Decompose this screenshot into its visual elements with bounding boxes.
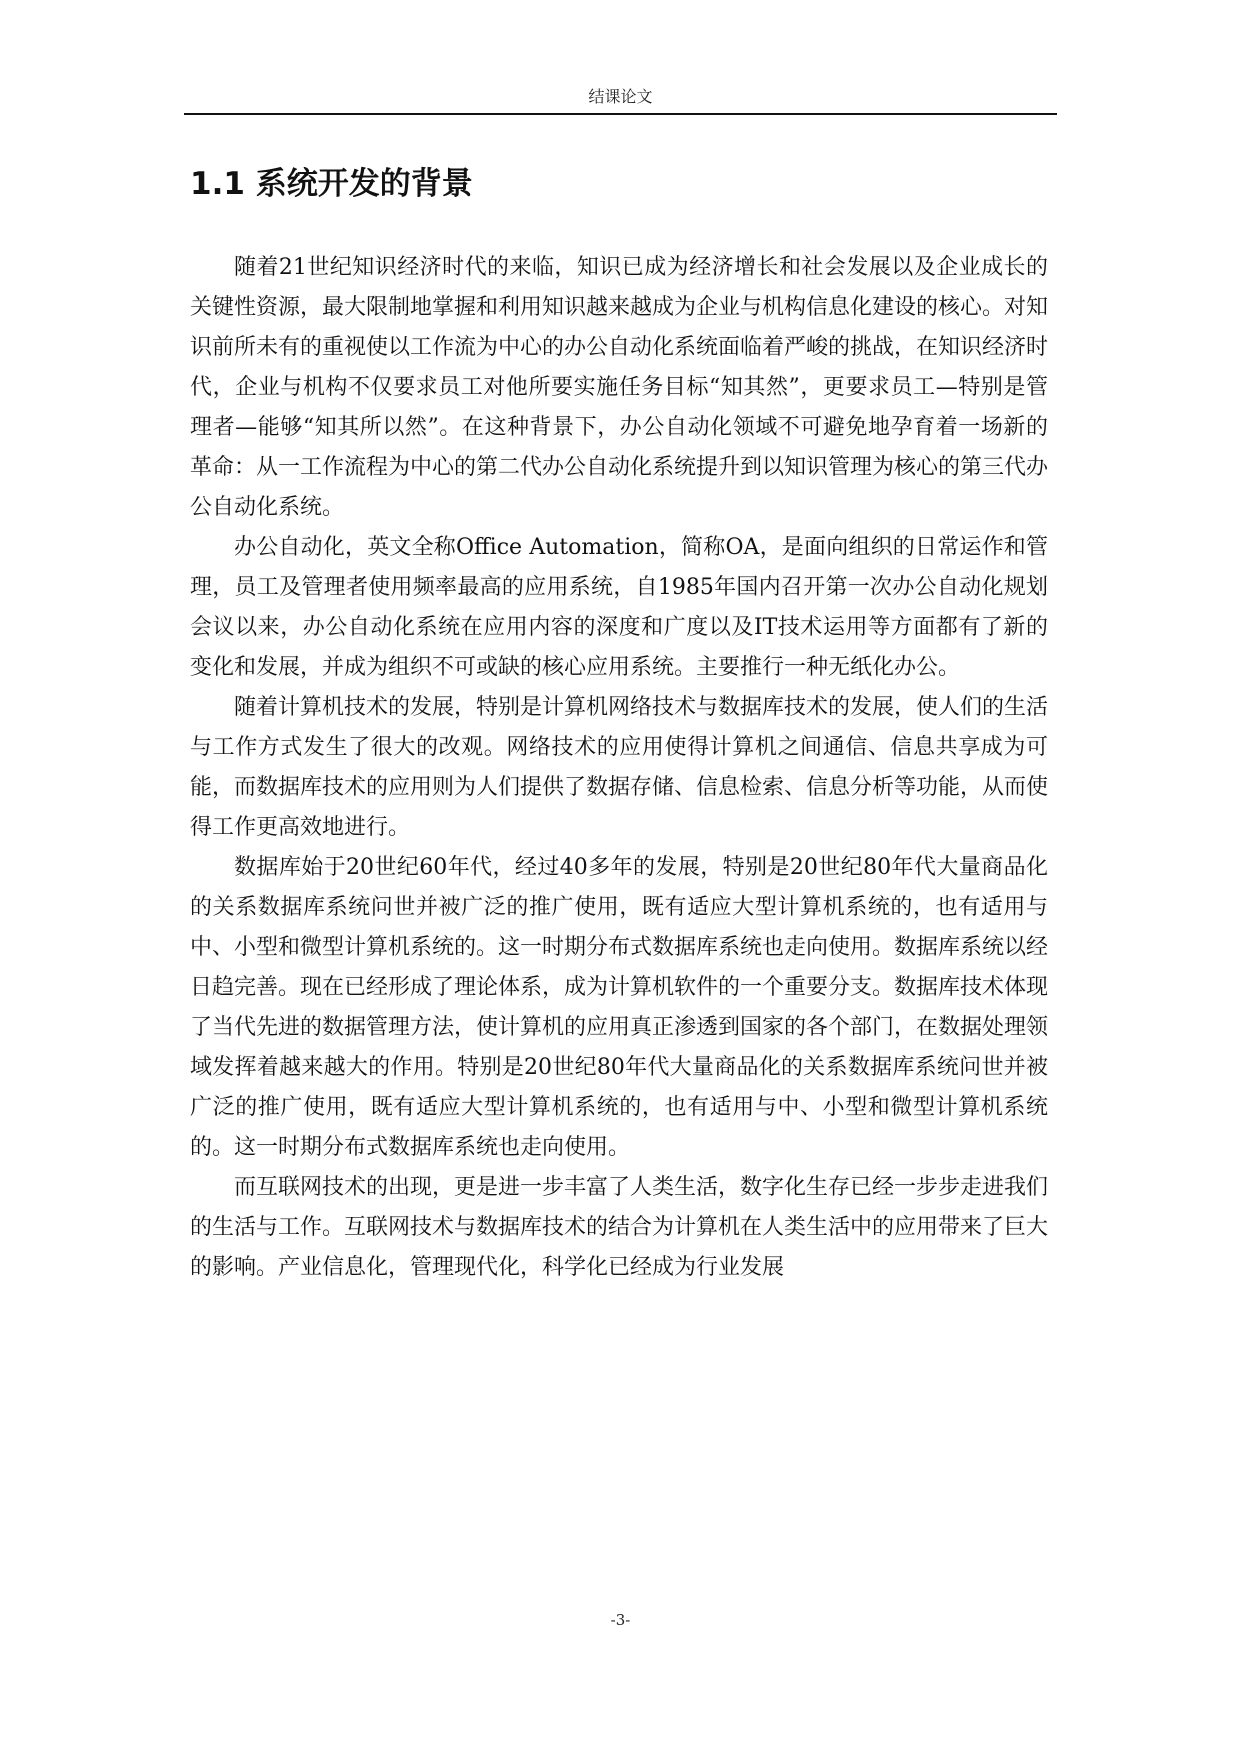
- paragraph-5: 而互联网技术的出现，更是进一步丰富了人类生活，数字化生存已经一步步走进我们的生活与工作。互联网技术与数据库技术的结合为计算机在人类生活中的应用带来了巨大的影响。产业信息化，管理现代化，科学化已经成为行业发展: [190, 1175, 1049, 1280]
- page-header: 结课论文: [588, 87, 653, 106]
- section-title: 1.1 系统开发的背景: [190, 166, 473, 202]
- paragraph-4: 数据库始于20世纪60年代，经过40多年的发展，特别是20世纪80年代大量商品化的关系数据库系统问世并被广泛的推广使用，既有适应大型计算机系统的，也有适用与中、小型和微型计算机系统的。这一时期分布式数据库系统也走向使用。数据库系统以经日趋完善。现在已经形成了理论体系，成为计算机软件的一个重要分支。数据库技术体现了当代先进的数据管理方法，使计算机的应用真正渗透到国家的各个部门，在数据处理领域发挥着越来越大的作用。特别是20世纪80年代大量商品化的关系数据库系统问世并被广泛的推广使用，既有适应大型计算机系统的，也有适用与中、小型和微型计算机系统的。这一时期分布式数据库系统也走向使用。: [190, 855, 1049, 1160]
- paragraph-1: 随着21世纪知识经济时代的来临，知识已成为经济增长和社会发展以及企业成长的关键性资源，最大限制地掌握和利用知识越来越成为企业与机构信息化建设的核心。对知识前所未有的重视使以工作流为中心的办公自动化系统面临着严峻的挑战，在知识经济时代，企业与机构不仅要求员工对他所要实施任务目标“知其然”，更要求员工—特别是管理者—能够“知其所以然”。在这种背景下，办公自动化领域不可避免地孕育着一场新的革命：从一工作流程为中心的第二代办公自动化系统提升到以知识管理为核心的第三代办公自动化系统。: [190, 255, 1049, 520]
- body-text: [190, 248, 1048, 1288]
- header-divider: [184, 113, 1057, 115]
- page-number: -3-: [610, 1611, 631, 1629]
- paragraph-3: 随着计算机技术的发展，特别是计算机网络技术与数据库技术的发展，使人们的生活与工作方式发生了很大的改观。网络技术的应用使得计算机之间通信、信息共享成为可能，而数据库技术的应用则为人们提供了数据存储、信息检索、信息分析等功能，从而使得工作更高效地进行。: [190, 695, 1049, 840]
- paragraph-2: 办公自动化，英文全称Office Automation，简称OA，是面向组织的日常运作和管理，员工及管理者使用频率最高的应用系统，自1985年国内召开第一次办公自动化规划会议以来，办公自动化系统在应用内容的深度和广度以及IT技术运用等方面都有了新的变化和发展，并成为组织不可或缺的核心应用系统。主要推行一种无纸化办公。: [190, 535, 1048, 680]
